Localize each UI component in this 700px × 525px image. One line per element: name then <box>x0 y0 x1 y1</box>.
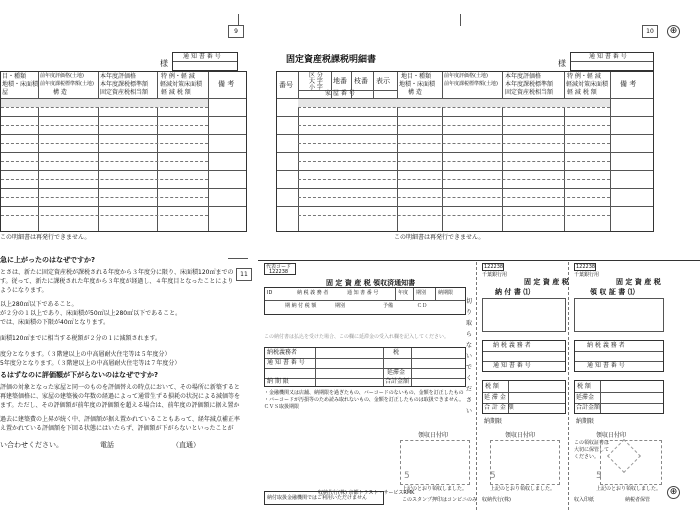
left-header-house: 屋 <box>2 89 9 96</box>
left-header-reduced-area: 軽減対策床面積 <box>160 81 203 88</box>
slip3-bottom2: 納税者保管 <box>625 497 651 503</box>
slip2-kigen: 納期限 <box>484 418 503 425</box>
guide-p2: す。従って、新たに課税された年度から３年度が経過し、４年度目となったことにより <box>0 278 234 285</box>
cut-line <box>258 260 700 261</box>
slip2-bottom: 収納代行(株) <box>482 497 511 503</box>
slip1-title: 固 定 資 産 税 領収済通知書 <box>326 279 416 287</box>
slip1-note1: ・金融機関又は店舗、納期限を過ぎたもの、バーコードのないもの、金額を訂正したもの <box>264 390 464 396</box>
slip2-amount-table <box>482 380 566 414</box>
slip3-received: 上記のとおり領収しました。 <box>596 486 662 492</box>
slip3-payer-table <box>574 340 664 372</box>
slip3-code-box <box>574 263 596 271</box>
slip1-col-id: ID <box>267 290 273 296</box>
right-col-no: 番号 <box>279 81 293 89</box>
slip1-five: 5 <box>404 471 410 481</box>
slip1-notice-label: 通 知 書 番 号 <box>267 359 305 366</box>
slip1-barcode-note: 納付取扱金融機関ではご利用いただけません <box>267 495 368 501</box>
slip3-total-label: 合計金額 <box>576 404 601 411</box>
left-header-base: 本年度課税標準額 <box>100 81 149 88</box>
guide-p4: 評価の対象となった家屋と同一のものを評価替えの時点において、その場所に新築すると <box>0 384 240 391</box>
left-header-special: 特 例・軽 減 <box>161 73 195 80</box>
right-col-kaoku: 家 屋 番 号 <box>325 90 355 97</box>
slip1-r2-d: ＣＤ <box>417 303 428 309</box>
slip3-note-c: ください。 <box>574 454 600 460</box>
right-col-reduced-area: 軽減対策床面積 <box>566 81 609 88</box>
guide-l3: では、床面積の下限が40㎡となります。 <box>0 319 110 326</box>
slip2-tax-label: 税 額 <box>485 383 499 390</box>
left-header-type: 目・種類 <box>2 73 27 80</box>
slip1-tax-label: 税 <box>393 349 400 356</box>
slip1-id-table <box>264 287 466 315</box>
slip1-cut-vertical: 切 り 取 ら な い で く だ さ い <box>466 298 473 415</box>
slip2-sub: 納 付 書 ⑴ <box>495 288 531 296</box>
slip3-code: 122238 <box>576 264 596 270</box>
left-notice-number-box <box>172 52 238 71</box>
registration-mark-icon: ⊕ <box>667 486 680 499</box>
right-col-chiseki: 地積・床面積 <box>399 81 436 88</box>
right-col-kubun: 区 分 <box>309 72 323 79</box>
slip3-note-b: 大切に保管して <box>574 447 610 453</box>
slip1-col-year: 年度 <box>398 290 409 296</box>
guide-tel-label: 電話 <box>100 441 114 449</box>
slip1-r2-a: 期 納 付 税 額 <box>285 303 317 309</box>
page-number-9: 9 <box>228 25 244 38</box>
slip3-kigen: 納期限 <box>576 418 595 425</box>
slip2-total-label: 合 計 金 額 <box>484 404 514 411</box>
slip1-col-term: 期別 <box>416 290 427 296</box>
page-number-10: 10 <box>642 25 658 38</box>
guide-l1: 以上280㎡以下であること。 <box>0 301 78 308</box>
slip2-bank: 千葉銀行用 <box>482 272 508 278</box>
slip1-bottom2: 収納代行(株) 京都トラスト・サービスRMK <box>318 490 415 496</box>
page-number-11: 11 <box>236 268 252 281</box>
guide-l2: が２分の１以上であり、床面積が50㎡以上280㎡以下であること。 <box>0 310 182 317</box>
slip1-amount-table <box>264 347 466 387</box>
slip2-blank-area <box>482 298 566 332</box>
right-title: 固定資産税課税明細書 <box>286 55 377 65</box>
slip1-r2-b: 期別 <box>335 303 346 309</box>
slip1-kigen-label: 納 期 限 <box>267 378 289 385</box>
left-header-prev-base: 前年度課税標準額(土地) <box>40 81 94 87</box>
slip3-stamp-label: 領収日付印 <box>596 432 627 439</box>
slip1-stamp-circle <box>400 440 470 485</box>
guide-l5: 度分となります。（３階建以上の中高層耐火住宅等は５年度分） <box>0 351 171 358</box>
slip1-r2-c: 予備 <box>383 303 394 309</box>
guide-contact: い合わせください。 <box>0 441 63 449</box>
slip3-amount-table <box>574 380 664 414</box>
slip3-title: 固 定 資 産 税 <box>616 278 661 286</box>
left-notice-number-label: 通 知 書 番 号 <box>183 53 221 60</box>
slip2-title: 固 定 資 産 税 <box>524 278 569 286</box>
slip1-col-due: 納期限 <box>438 290 454 296</box>
slip1-received: 上記のとおり領収しました。 <box>402 486 468 492</box>
slip2-stamp-label: 領収日付印 <box>505 432 536 439</box>
slip1-late-label: 延滞金 <box>387 369 406 376</box>
slip1-col-payer: 納 税 義 務 者 <box>297 290 329 296</box>
left-detail-table <box>0 71 247 232</box>
right-col-base: 本年度課税標準額 <box>505 81 554 88</box>
slip1-payer-label: 納税義務者 <box>267 349 298 356</box>
slip1-total-label: 合計金額 <box>385 378 410 385</box>
slip3-notice-label: 通 知 書 番 号 <box>587 362 625 369</box>
right-col-remarks: 備 考 <box>620 80 637 88</box>
slip3-bottom: 収入印紙 <box>574 497 595 503</box>
slip-divider-1 <box>476 262 477 510</box>
left-header-prev-value: 前年度評価格(土地) <box>40 73 84 79</box>
slip2-late-label: 延 滞 金 <box>484 394 506 401</box>
right-col-chiban: 地番 <box>333 77 347 85</box>
right-col-hyoji: 表示 <box>376 77 390 85</box>
left-header-reduction: 軽 減 税 額 <box>161 89 191 96</box>
slip3-tax-label: 税 額 <box>577 383 591 390</box>
slip1-note2: ・バーコードが汚損等のため読み取れないもの、金額を訂正したものは取扱できません。 <box>264 397 465 403</box>
left-header-value: 本年度評価格 <box>100 73 137 80</box>
left-header-area: 地積・床面積 <box>2 81 39 88</box>
slip2-code-box <box>482 263 504 271</box>
guide-l4: 面積120㎡までに相当する税額が２分の１に減額されます。 <box>0 335 161 342</box>
slip2-five: 5 <box>490 471 496 481</box>
right-col-prev-base: 前年度課税標準額(土地) <box>444 81 498 87</box>
registration-mark-icon: ⊕ <box>667 25 680 38</box>
right-col-value: 本年度評価格 <box>505 73 542 80</box>
guide-q1: 急に上がったのはなぜですか? <box>0 256 96 264</box>
right-col-prev-value: 前年度評価格(土地) <box>444 73 488 79</box>
page-top-crop-right <box>460 14 461 26</box>
right-col-tax: 固定資産税相当額 <box>505 89 554 96</box>
right-col-special: 特 例・軽 減 <box>567 73 601 80</box>
slip3-note-a: この領収証書は <box>574 440 610 446</box>
right-notice-number-box <box>570 52 654 71</box>
guide-q2: るはずなのに評価額が下がらないのはなぜですか? <box>0 371 159 379</box>
left-header-structure: 構 造 <box>53 89 67 96</box>
guide-p5: 再建築価格に、家屋の建築後の年数の経過によって通常生ずる損耗の状況による減価等を <box>0 393 241 400</box>
guide-p3: ようになります。 <box>0 287 48 294</box>
guide-p8: え置かれている評価額を下回る状態にはいたらず、評価額が下がらないといったことが <box>0 425 234 432</box>
center-crop-mark <box>228 258 248 259</box>
right-col-koji: 小 字 <box>309 84 323 91</box>
right-col-edaban: 枝番 <box>354 77 368 85</box>
left-header-remarks: 備 考 <box>218 80 235 88</box>
guide-p1: とさは、新たに固定資産税が課税される年度から３年度分に限り、床面積120㎡までの <box>0 269 234 276</box>
right-col-chimoku: 地目・種類 <box>401 73 432 80</box>
slip1-col-address: 通 知 書 番 号 <box>347 290 379 296</box>
slip1-mid-note: この納付書は払込を受けた場合、この欄に延滞金の受入れ欄を記入してください。 <box>264 334 450 340</box>
slip2-payer-table <box>482 340 566 372</box>
right-notice-number-label: 通 知 書 番 号 <box>589 53 627 60</box>
slip1-code: 122238 <box>269 269 289 275</box>
right-detail-table <box>276 71 654 232</box>
right-col-daiji: 大 字 <box>309 78 323 85</box>
slip1-code-box <box>264 263 296 275</box>
right-footer-note: この明細書は再発行できません。 <box>394 234 485 241</box>
guide-tel-ext: （直通） <box>172 441 200 449</box>
slip3-blank-area <box>574 298 664 332</box>
slip3-late-label: 延滞金 <box>576 394 595 401</box>
left-footer-note: この明細書は再発行できません。 <box>0 234 91 241</box>
guide-p6: ます。ただし、その評価額が前年度の評価額を超える場合は、前年度の評価額に据え置か <box>0 402 240 409</box>
right-sama: 様 <box>558 59 566 68</box>
right-col-kozo: 構 造 <box>408 89 422 96</box>
left-sama: 様 <box>160 59 168 68</box>
slip-divider-2 <box>568 262 569 510</box>
slip2-received: 上記のとおり領収しました。 <box>490 486 556 492</box>
slip3-five: 5 <box>596 471 602 481</box>
slip2-stamp-area <box>490 440 560 485</box>
slip3-sub: 領 収 証 書 ⑴ <box>590 288 635 296</box>
slip1-stamp-label: 領収日付印 <box>418 432 449 439</box>
slip3-bank: 千葉銀行用 <box>574 272 600 278</box>
right-col-reduction: 軽 減 税 額 <box>567 89 597 96</box>
slip2-payer-label: 納 税 義 務 者 <box>493 342 531 349</box>
slip3-payer-label: 納 税 義 務 者 <box>587 342 625 349</box>
guide-p7: 過去に建築費の上昇が続く中、評価額が据え置かれていることもあって、経年減点補正率 <box>0 416 240 423</box>
guide-l6: 5年度分となります。（３階建以上の中高層耐火住宅等は７年度分） <box>0 360 181 367</box>
left-header-tax: 固定資産税相当額 <box>100 89 149 96</box>
slip1-code-label: 代表コード <box>266 264 292 270</box>
slip1-bottom1: このスタンプ押印はコンビニのみ <box>402 497 478 503</box>
slip2-notice-label: 通 知 書 番 号 <box>493 362 531 369</box>
slip2-code: 122238 <box>484 264 504 270</box>
slip1-note3: ＣＶＳ取扱期限 <box>264 404 300 410</box>
